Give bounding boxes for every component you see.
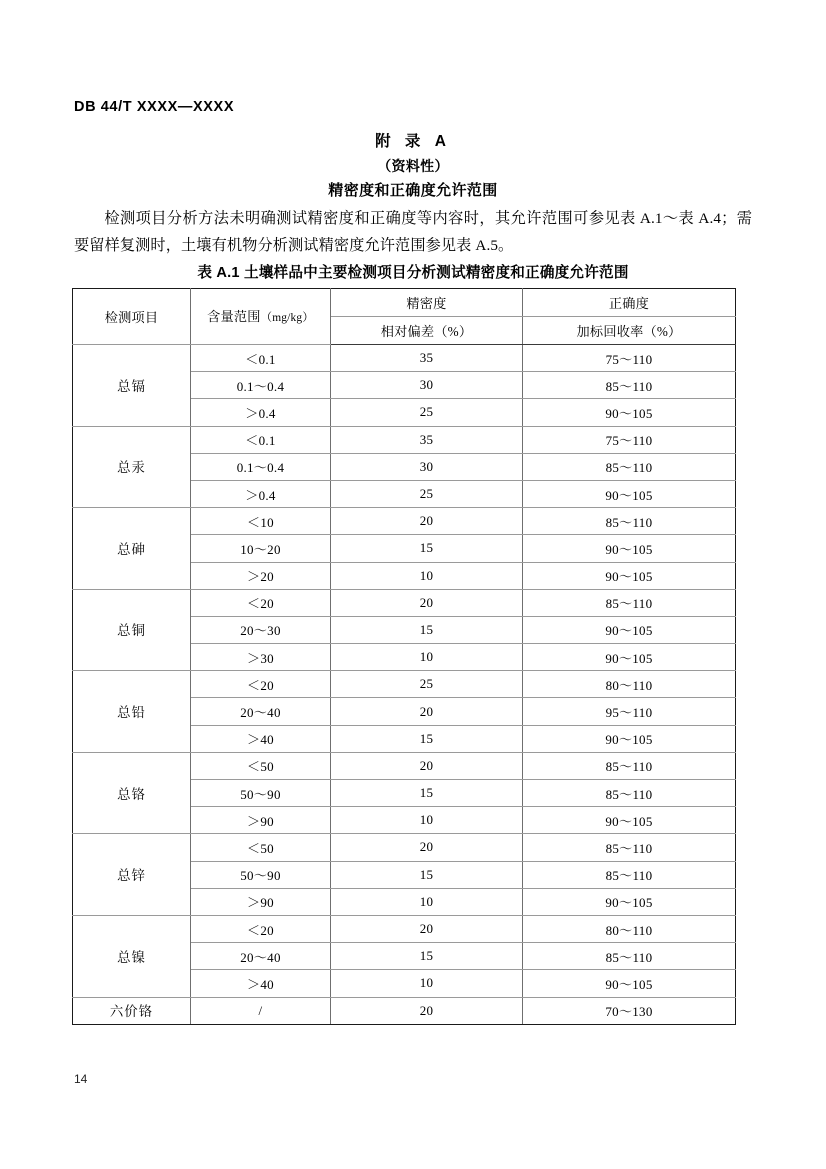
cell-range: 50～90 — [191, 861, 331, 888]
cell-accuracy: 90～105 — [523, 725, 736, 752]
cell-precision: 35 — [331, 426, 523, 453]
cell-precision: 25 — [331, 480, 523, 507]
annex-subject: 精密度和正确度允许范围 — [328, 182, 498, 199]
cell-accuracy: 85～110 — [523, 943, 736, 970]
cell-range: ＜10 — [191, 508, 331, 535]
standard-number-header: DB 44/T XXXX—XXXX — [74, 99, 235, 115]
cell-precision: 15 — [331, 616, 523, 643]
table-row — [73, 671, 736, 698]
cell-range: 20～40 — [191, 943, 331, 970]
cell-range: ＞20 — [191, 562, 331, 589]
cell-range: 10～20 — [191, 535, 331, 562]
cell-accuracy: 85～110 — [523, 834, 736, 861]
cell-range: ＜50 — [191, 752, 331, 779]
table-row — [73, 508, 736, 535]
th-relative-deviation: 相对偏差（%） — [331, 317, 523, 345]
cell-range: ＞90 — [191, 807, 331, 834]
cell-range: 20～40 — [191, 698, 331, 725]
cell-item-name: 总镍 — [73, 915, 191, 997]
cell-item-name: 总铬 — [73, 752, 191, 834]
table-row — [73, 426, 736, 453]
cell-precision: 10 — [331, 807, 523, 834]
cell-precision: 10 — [331, 644, 523, 671]
cell-range: ＜20 — [191, 589, 331, 616]
cell-accuracy: 70～130 — [523, 997, 736, 1024]
cell-range: ＜0.1 — [191, 426, 331, 453]
cell-accuracy: 85～110 — [523, 453, 736, 480]
cell-range: 0.1～0.4 — [191, 372, 331, 399]
cell-range: ＜20 — [191, 671, 331, 698]
cell-range: ＜20 — [191, 915, 331, 942]
cell-range: / — [191, 997, 331, 1024]
cell-item-name: 总汞 — [73, 426, 191, 508]
cell-accuracy: 95～110 — [523, 698, 736, 725]
cell-precision: 15 — [331, 535, 523, 562]
cell-accuracy: 90～105 — [523, 888, 736, 915]
cell-accuracy: 90～105 — [523, 535, 736, 562]
cell-precision: 20 — [331, 698, 523, 725]
cell-precision: 35 — [331, 345, 523, 372]
cell-range: ＞30 — [191, 644, 331, 671]
table-row — [73, 915, 736, 942]
cell-range: ＞40 — [191, 725, 331, 752]
annex-title: 附 录 A — [375, 133, 451, 150]
annex-heading-block — [0, 130, 826, 204]
table-header-row-1 — [73, 289, 736, 317]
table-row — [73, 589, 736, 616]
annex-kind: （资料性） — [377, 158, 449, 174]
cell-precision: 10 — [331, 562, 523, 589]
th-item: 检测项目 — [73, 289, 191, 345]
cell-precision: 15 — [331, 861, 523, 888]
cell-range: ＞40 — [191, 970, 331, 997]
page-number: 14 — [74, 1072, 88, 1086]
cell-accuracy: 90～105 — [523, 807, 736, 834]
cell-accuracy: 90～105 — [523, 480, 736, 507]
cell-precision: 20 — [331, 508, 523, 535]
cell-range: ＜0.1 — [191, 345, 331, 372]
cell-range: ＜50 — [191, 834, 331, 861]
cell-accuracy: 90～105 — [523, 399, 736, 426]
table-caption: 表 A.1 土壤样品中主要检测项目分析测试精密度和正确度允许范围 — [197, 265, 629, 281]
cell-accuracy: 80～110 — [523, 671, 736, 698]
cell-item-name: 总铅 — [73, 671, 191, 753]
cell-precision: 25 — [331, 671, 523, 698]
table-head — [73, 289, 736, 345]
cell-precision: 20 — [331, 997, 523, 1024]
cell-precision: 15 — [331, 780, 523, 807]
table-row — [73, 834, 736, 861]
cell-accuracy: 85～110 — [523, 372, 736, 399]
th-precision: 精密度 — [331, 289, 523, 317]
th-content-range — [191, 289, 331, 345]
cell-item-name: 总镉 — [73, 345, 191, 427]
cell-precision: 10 — [331, 970, 523, 997]
th-content-range-unit: （mg/kg） — [260, 311, 314, 324]
cell-item-name: 总铜 — [73, 589, 191, 671]
cell-item-name: 总砷 — [73, 508, 191, 590]
cell-range: 20～30 — [191, 616, 331, 643]
cell-accuracy: 90～105 — [523, 644, 736, 671]
cell-precision: 30 — [331, 372, 523, 399]
cell-range: 0.1～0.4 — [191, 453, 331, 480]
cell-accuracy: 75～110 — [523, 345, 736, 372]
cell-accuracy: 85～110 — [523, 752, 736, 779]
cell-range: ＞0.4 — [191, 399, 331, 426]
cell-range: ＞90 — [191, 888, 331, 915]
cell-precision: 20 — [331, 589, 523, 616]
cell-precision: 20 — [331, 834, 523, 861]
cell-precision: 15 — [331, 943, 523, 970]
table-container — [72, 288, 735, 1025]
cell-accuracy: 80～110 — [523, 915, 736, 942]
cell-precision: 25 — [331, 399, 523, 426]
cell-range: 50～90 — [191, 780, 331, 807]
intro-paragraph: 检测项目分析方法未明确测试精密度和正确度等内容时，其允许范围可参见表 A.1～表 A.4；需要留样复测时，土壤有机物分析测试精密度允许范围参见表 A.5。 — [74, 210, 752, 254]
cell-item-name: 六价铬 — [73, 997, 191, 1024]
th-spike-recovery: 加标回收率（%） — [523, 317, 736, 345]
cell-precision: 20 — [331, 752, 523, 779]
cell-precision: 20 — [331, 915, 523, 942]
cell-item-name: 总锌 — [73, 834, 191, 916]
cell-accuracy: 85～110 — [523, 780, 736, 807]
cell-accuracy: 85～110 — [523, 589, 736, 616]
cell-precision: 30 — [331, 453, 523, 480]
cell-accuracy: 75～110 — [523, 426, 736, 453]
cell-range: ＞0.4 — [191, 480, 331, 507]
cell-accuracy: 85～110 — [523, 861, 736, 888]
table-body — [73, 345, 736, 1025]
cell-accuracy: 90～105 — [523, 562, 736, 589]
table-row — [73, 752, 736, 779]
th-accuracy: 正确度 — [523, 289, 736, 317]
precision-accuracy-table — [72, 288, 736, 1025]
table-row — [73, 345, 736, 372]
cell-accuracy: 90～105 — [523, 616, 736, 643]
cell-accuracy: 90～105 — [523, 970, 736, 997]
cell-precision: 10 — [331, 888, 523, 915]
table-row — [73, 997, 736, 1024]
cell-accuracy: 85～110 — [523, 508, 736, 535]
th-content-range-main: 含量范围 — [207, 308, 261, 324]
cell-precision: 15 — [331, 725, 523, 752]
